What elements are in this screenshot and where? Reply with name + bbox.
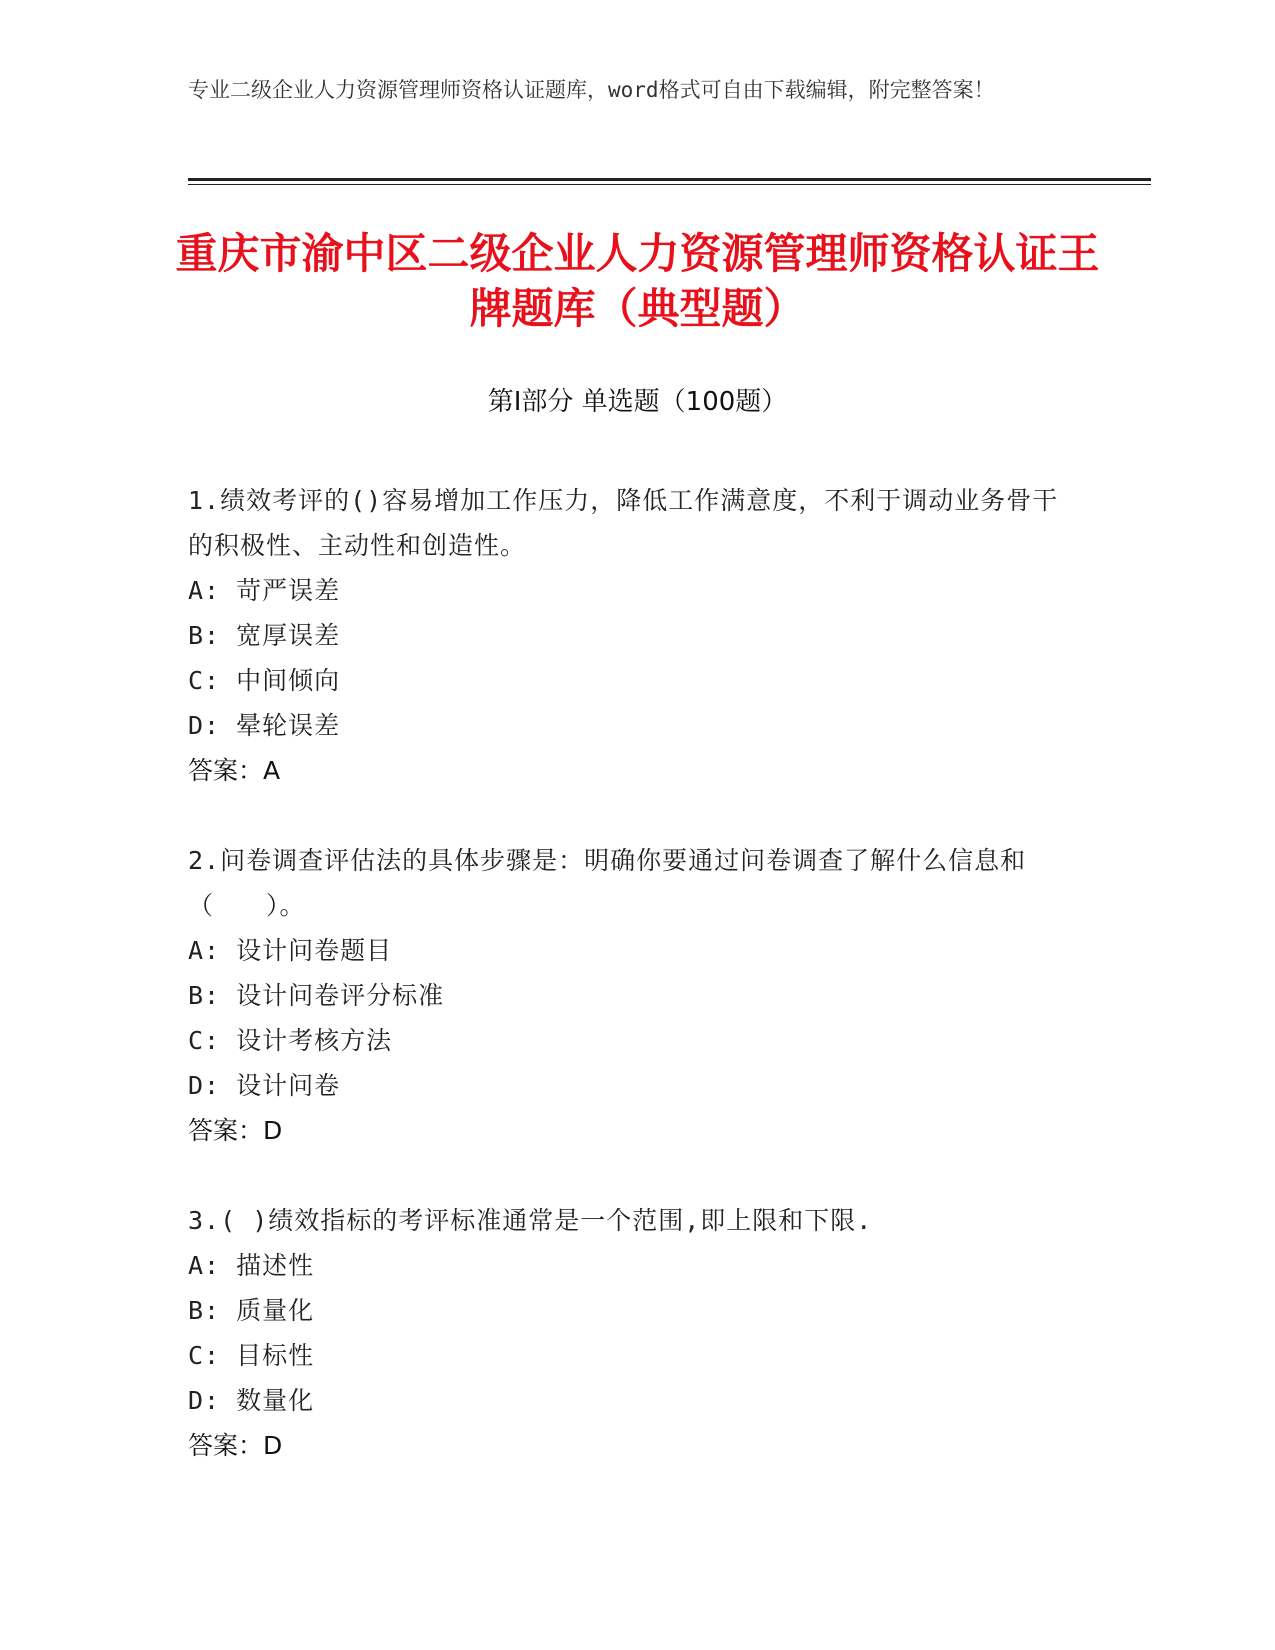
answer-line: 答案：A bbox=[188, 756, 281, 785]
option-a: A: 设计问卷题目 bbox=[188, 936, 393, 965]
option-d: D: 数量化 bbox=[188, 1386, 315, 1415]
option-a: A: 苛严误差 bbox=[188, 576, 341, 605]
option-d: D: 设计问卷 bbox=[188, 1071, 341, 1100]
option-c: C: 目标性 bbox=[188, 1341, 315, 1370]
option-b: B: 设计问卷评分标准 bbox=[188, 981, 445, 1010]
question-2 bbox=[188, 838, 1068, 1153]
question-3 bbox=[188, 1198, 1068, 1468]
answer-line: 答案：D bbox=[188, 1116, 283, 1145]
question-list bbox=[188, 478, 1068, 1513]
option-b: B: 宽厚误差 bbox=[188, 621, 341, 650]
option-a: A: 描述性 bbox=[188, 1251, 315, 1280]
header-note: 专业二级企业人力资源管理师资格认证题库，word格式可自由下载编辑，附完整答案！ bbox=[188, 78, 995, 102]
option-c: C: 设计考核方法 bbox=[188, 1026, 393, 1055]
question-stem: 2.问卷调查评估法的具体步骤是：明确你要通过问卷调查了解什么信息和（ ）。 bbox=[188, 846, 1027, 920]
document-title: 重庆市渝中区二级企业人力资源管理师资格认证王牌题库（典型题） bbox=[175, 229, 1100, 333]
option-c: C: 中间倾向 bbox=[188, 666, 341, 695]
answer-line: 答案：D bbox=[188, 1431, 283, 1460]
question-stem: 1.绩效考评的()容易增加工作压力，降低工作满意度，不利于调动业务骨干的积极性、主动性和创造性。 bbox=[188, 486, 1059, 560]
option-b: B: 质量化 bbox=[188, 1296, 315, 1325]
section-title: 第I部分 单选题（100题） bbox=[487, 387, 788, 417]
option-d: D: 晕轮误差 bbox=[188, 711, 341, 740]
header-rule-thick bbox=[188, 178, 1151, 181]
question-1 bbox=[188, 478, 1068, 793]
header-rule-thin bbox=[188, 184, 1151, 185]
question-stem: 3.( )绩效指标的考评标准通常是一个范围,即上限和下限. bbox=[188, 1206, 873, 1235]
